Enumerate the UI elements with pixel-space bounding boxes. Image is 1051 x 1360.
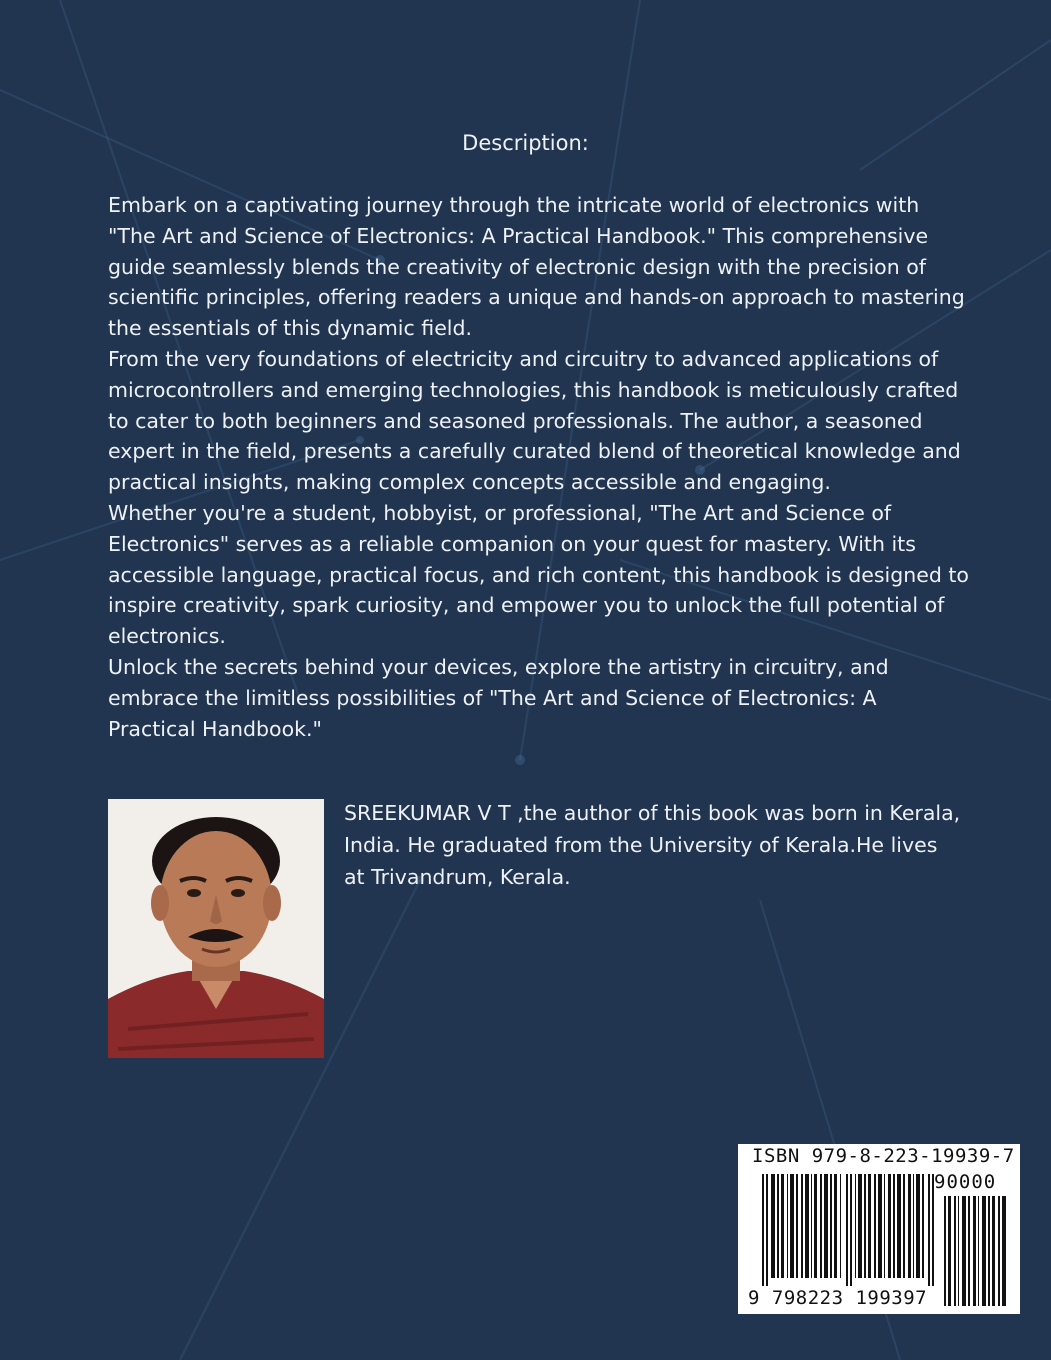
description-paragraph: Unlock the secrets behind your devices, explore the artistry in circuitry, and embrace the limitless possibilities of "The Art and Science of Electronics: A Practical Handbook." [108,654,889,741]
description-body [108,190,970,744]
price-barcode-bars [944,1196,1008,1306]
ean-digits: 9 798223 199397 [748,1287,928,1309]
description-paragraph: Embark on a captivating journey through the intricate world of electronics with "The Art and Science of Electronics: A Practical Handbook." This comprehensive guide seamlessly blends the creativity of electronic design with the precision of scientific principles, offering readers a unique and hands-on approach to mastering the essentials of this dynamic field. [108,193,965,341]
price-code: 90000 [934,1171,997,1193]
description-heading: Description: [462,131,589,155]
description-paragraph: From the very foundations of electricity and circuitry to advanced applications of microcontrollers and emerging technologies, this handbook is meticulously crafted to cater to both beginners and seasoned professionals. The author, a seasoned expert in the field, presents a carefully curated blend of theoretical knowledge and practical insights, making complex concepts accessible and engaging. [108,346,961,495]
isbn-label: ISBN 979-8-223-19939-7 [752,1145,1015,1167]
author-photo [108,799,324,1058]
description-paragraph: Whether you're a student, hobbyist, or professional, "The Art and Science of Electronics" serves as a reliable companion on your quest for mastery. With its accessible language, practical focus, and rich content, this handbook is designed to inspire creativity, spark curiosity, and empower you to unlock the full potential of electronics. [108,500,969,649]
barcode-bars [762,1174,938,1286]
isbn-barcode [738,1144,1020,1314]
author-bio: SREEKUMAR V T ,the author of this book was born in Kerala, India. He graduated from the University of Kerala.He lives at Trivandrum, Kerala. [344,801,961,889]
